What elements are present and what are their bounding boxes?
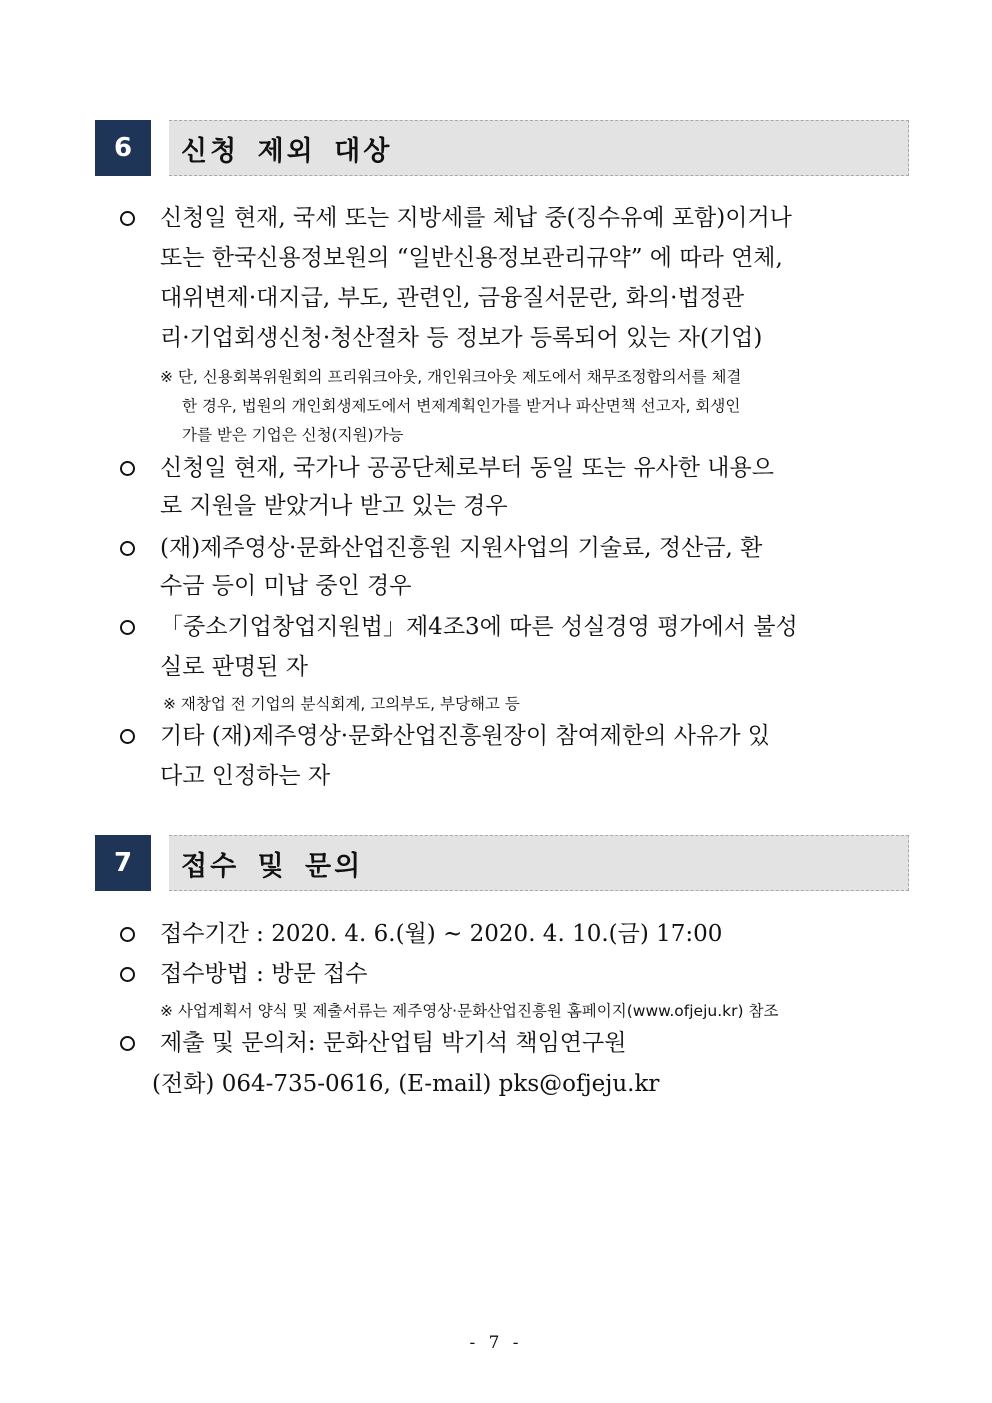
item-line: 「중소기업창업지원법」제4조3에 따른 성실경영 평가에서 불성 [160,614,798,640]
circle-bullet-icon [120,211,135,226]
note-line: ※ 재창업 전 기업의 분식회계, 고의부도, 부당해고 등 [163,695,520,713]
section-number: 7 [95,835,151,891]
item-line: 실로 판명된 자 [160,654,308,680]
item-line: 접수기간 : 2020. 4. 6.(월) ~ 2020. 4. 10.(금) 17:00 [160,921,723,947]
circle-bullet-icon [120,541,135,556]
circle-bullet-icon [120,967,135,982]
note-line: 한 경우, 법원의 개인회생제도에서 변제계획인가를 받거나 파산면책 선고자, 회생인 [182,397,741,415]
section-title: 접수 및 문의 [169,835,909,891]
section-title: 신청 제외 대상 [169,120,909,176]
section-6-header [95,120,909,176]
circle-bullet-icon [120,729,135,744]
contact-info: (전화) 064-735-0616, (E-mail) pks@ofjeju.kr [152,1071,660,1097]
item-line: 다고 인정하는 자 [160,763,331,789]
item-line: 기타 (재)제주영상·문화산업진흥원장이 참여제한의 사유가 있 [160,723,770,749]
section-7-header [95,835,909,891]
item-line: 리·기업회생신청·청산절차 등 정보가 등록되어 있는 자(기업) [160,325,763,351]
circle-bullet-icon [120,927,135,942]
item-line: 신청일 현재, 국가나 공공단체로부터 동일 또는 유사한 내용으 [160,455,774,481]
circle-bullet-icon [120,1036,135,1051]
item-line: 로 지원을 받았거나 받고 있는 경우 [160,493,508,519]
note-line: ※ 사업계획서 양식 및 제출서류는 제주영상·문화산업진흥원 홈페이지(www.ofjeju.kr) 참조 [160,1002,779,1020]
item-line: 접수방법 : 방문 접수 [160,961,368,987]
section-number: 6 [95,120,151,176]
note-line: 가를 받은 기업은 신청(지원)가능 [182,426,404,444]
item-line: (재)제주영상·문화산업진흥원 지원사업의 기술료, 정산금, 환 [160,535,763,561]
note-line: ※ 단, 신용회복위원회의 프리워크아웃, 개인워크아웃 제도에서 채무조정합의서를 체결 [160,368,742,386]
item-line: 신청일 현재, 국세 또는 지방세를 체납 중(징수유예 포함)이거나 [160,205,792,231]
circle-bullet-icon [120,461,135,476]
item-line: 또는 한국신용정보원의 “일반신용정보관리규약” 에 따라 연체, [160,245,783,271]
item-line: 대위변제·대지급, 부도, 관련인, 금융질서문란, 화의·법정관 [160,285,745,311]
page-number: - 7 - [469,1333,523,1353]
item-line: 제출 및 문의처: 문화산업팀 박기석 책임연구원 [160,1030,627,1056]
item-line: 수금 등이 미납 중인 경우 [160,573,412,599]
circle-bullet-icon [120,620,135,635]
